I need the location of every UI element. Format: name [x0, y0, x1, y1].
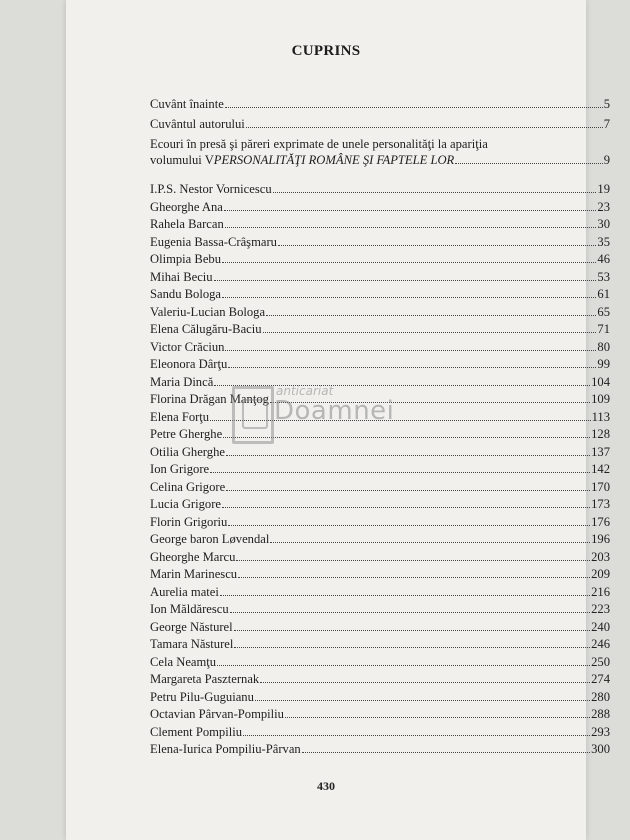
toc-label: Cuvânt înainte	[150, 97, 224, 111]
toc-entry-name: I.P.S. Nestor Vornicescu	[150, 182, 272, 196]
toc-entry	[150, 497, 610, 515]
watermark-small-text: anticariat	[276, 384, 334, 398]
toc-page-number: 109	[591, 392, 610, 406]
toc-page-number: 46	[597, 252, 610, 266]
dot-leader	[210, 472, 590, 473]
dot-leader	[226, 490, 590, 491]
dot-leader	[225, 107, 603, 108]
toc-entry-name: Clement Pompiliu	[150, 724, 243, 739]
toc-entry	[150, 322, 610, 340]
toc-page-number: 53	[597, 269, 610, 284]
toc-page-number: 209	[591, 567, 610, 581]
toc-page-number: 142	[591, 462, 610, 476]
dot-leader	[243, 735, 590, 736]
toc-entry-name: Aurelia matei	[150, 584, 219, 599]
toc-entry-name: Maria Dincă	[150, 374, 214, 389]
toc-entry-name: Celina Grigore	[150, 479, 226, 494]
toc-page-number: 19	[597, 182, 610, 196]
toc-page-number: 203	[591, 549, 610, 564]
page-number: 430	[317, 779, 335, 793]
toc-entry	[150, 182, 610, 200]
toc-page-number: 223	[591, 602, 610, 616]
toc-front-item	[150, 97, 610, 117]
toc-entry	[150, 602, 610, 620]
toc-entry-name: Gheorghe Ana	[150, 199, 223, 214]
toc-entry	[150, 392, 610, 410]
toc-entry	[150, 305, 610, 323]
toc-entry-name: Victor Crăciun	[150, 339, 225, 354]
toc-entry	[150, 585, 610, 603]
toc-front-item	[150, 117, 610, 137]
toc-page-number: 61	[597, 287, 610, 301]
toc-entry	[150, 742, 610, 760]
dot-leader	[266, 315, 596, 316]
toc-entry-name: Florin Grigoriu	[150, 514, 228, 529]
toc-page-number: 5	[603, 97, 610, 111]
dot-leader	[225, 350, 596, 351]
dot-leader	[263, 332, 597, 333]
toc-entry-name: Eugenia Bassa-Crâşmaru	[150, 234, 277, 249]
dot-leader	[278, 245, 596, 246]
toc-page-number: 65	[597, 304, 610, 319]
toc-entry-name: George baron Løvendal	[150, 532, 270, 546]
toc-entry	[150, 567, 610, 585]
toc-page-number: 104	[591, 374, 610, 389]
dot-leader	[234, 647, 590, 648]
toc-page-number: 9	[603, 153, 610, 167]
toc-entry-name: Elena-Iurica Pompiliu-Pârvan	[150, 742, 301, 756]
toc-entry-name: Elena Forţu	[150, 409, 210, 424]
dot-leader	[273, 192, 597, 193]
dot-leader	[222, 507, 590, 508]
toc-page-number: 280	[591, 689, 610, 704]
toc-page-number: 196	[591, 532, 610, 546]
toc-page-number: 35	[597, 234, 610, 249]
toc-entry-name: Olimpia Bebu	[150, 252, 222, 266]
dot-leader	[214, 280, 597, 281]
toc-entry	[150, 480, 610, 498]
toc-entry	[150, 462, 610, 480]
toc-entry	[150, 217, 610, 235]
table-of-contents	[150, 97, 610, 760]
dot-leader	[210, 420, 590, 421]
toc-entry-name: Lucia Grigore	[150, 497, 221, 511]
toc-entry	[150, 270, 610, 288]
toc-label-italic: PERSONALITĂŢI ROMÂNE ŞI FAPTELE LOR	[213, 153, 455, 167]
toc-echoes-item	[150, 137, 610, 170]
toc-entry	[150, 655, 610, 673]
toc-page-number: 30	[597, 217, 610, 231]
toc-entry	[150, 620, 610, 638]
dot-leader	[228, 367, 596, 368]
dot-leader	[225, 227, 597, 228]
dot-leader	[224, 210, 597, 211]
toc-entry	[150, 357, 610, 375]
toc-page-number: 71	[597, 322, 610, 336]
toc-page-number: 137	[591, 444, 610, 459]
dot-leader	[217, 665, 590, 666]
watermark-big-text: Doamnei	[274, 396, 395, 426]
toc-entry	[150, 707, 610, 725]
toc-entry-name: Petre Gherghe	[150, 427, 223, 441]
toc-entry-name: Tamara Năsturel	[150, 637, 234, 651]
dot-leader	[214, 385, 590, 386]
dot-leader	[246, 127, 603, 128]
toc-entry-name: Cela Neamţu	[150, 654, 217, 669]
toc-entry	[150, 550, 610, 568]
toc-entry	[150, 725, 610, 743]
toc-entry	[150, 515, 610, 533]
toc-entry-name: Valeriu-Lucian Bologa	[150, 304, 266, 319]
toc-entry	[150, 637, 610, 655]
toc-page-number: 246	[591, 637, 610, 651]
toc-page-number: 288	[591, 707, 610, 721]
dot-leader	[302, 752, 590, 753]
toc-entry	[150, 445, 610, 463]
toc-entry	[150, 340, 610, 358]
toc-entry-name: Mihai Beciu	[150, 269, 213, 284]
dot-leader	[226, 455, 590, 456]
dot-leader	[228, 525, 590, 526]
dot-leader	[223, 437, 590, 438]
toc-entries	[150, 182, 610, 760]
toc-entry-name: Sandu Bologa	[150, 287, 222, 301]
toc-page-number: 300	[591, 742, 610, 756]
dot-leader	[234, 630, 590, 631]
toc-entry	[150, 287, 610, 305]
dot-leader	[230, 612, 590, 613]
toc-entry-name: Rahela Barcan	[150, 217, 224, 231]
toc-entry-name: Marin Marinescu	[150, 567, 238, 581]
toc-label: Ecouri în presă şi păreri exprimate de unele personalităţi la apariţia	[150, 137, 488, 151]
toc-entry-name: Octavian Pârvan-Pompiliu	[150, 707, 284, 721]
toc-entry	[150, 200, 610, 218]
toc-page-number: 80	[597, 339, 610, 354]
dot-leader	[285, 717, 590, 718]
dot-leader	[238, 577, 590, 578]
toc-page-number: 170	[591, 479, 610, 494]
toc-entry-name: Margareta Paszternak	[150, 672, 260, 686]
dot-leader	[255, 700, 590, 701]
toc-entry	[150, 235, 610, 253]
toc-page-number: 293	[591, 724, 610, 739]
toc-page-number: 99	[597, 357, 610, 371]
book-page	[66, 0, 610, 840]
toc-entry-name: Eleonora Dârţu	[150, 357, 228, 371]
toc-entry-name: Otilia Gherghe	[150, 444, 225, 459]
toc-page-number: 128	[591, 427, 610, 441]
dot-leader	[260, 682, 590, 683]
dot-leader	[236, 560, 590, 561]
dot-leader	[455, 163, 602, 164]
toc-entry-name: Ion Măldărescu	[150, 602, 229, 616]
toc-entry	[150, 532, 610, 550]
toc-entry	[150, 410, 610, 428]
toc-page-number: 23	[597, 199, 610, 214]
toc-entry-name: Florina Drăgan Manţog	[150, 392, 269, 406]
toc-entry	[150, 672, 610, 690]
toc-page-number: 274	[591, 672, 610, 686]
toc-label: Cuvântul autorului	[150, 117, 245, 131]
toc-entry-name: Gheorghe Marcu	[150, 549, 236, 564]
dot-leader	[222, 297, 596, 298]
page-title: CUPRINS	[291, 43, 361, 59]
toc-entry-name: Elena Călugăru-Baciu	[150, 322, 262, 336]
toc-entry	[150, 252, 610, 270]
toc-page-number: 216	[591, 584, 610, 599]
toc-page-number: 113	[591, 409, 610, 424]
dot-leader	[220, 595, 590, 596]
toc-entry	[150, 690, 610, 708]
toc-page-number: 173	[591, 497, 610, 511]
toc-entry	[150, 375, 610, 393]
toc-label-prefix: volumului V	[150, 153, 214, 167]
toc-page-number: 250	[591, 654, 610, 669]
toc-entry-name: George Năsturel	[150, 619, 233, 634]
dot-leader	[270, 542, 590, 543]
dot-leader	[222, 262, 596, 263]
toc-entry-name: Petru Pilu-Guguianu	[150, 689, 254, 704]
dot-leader	[270, 402, 590, 403]
toc-entry-name: Ion Grigore	[150, 462, 210, 476]
toc-page-number: 7	[603, 117, 610, 131]
toc-entry	[150, 427, 610, 445]
toc-page-number: 240	[591, 619, 610, 634]
toc-page-number: 176	[591, 514, 610, 529]
